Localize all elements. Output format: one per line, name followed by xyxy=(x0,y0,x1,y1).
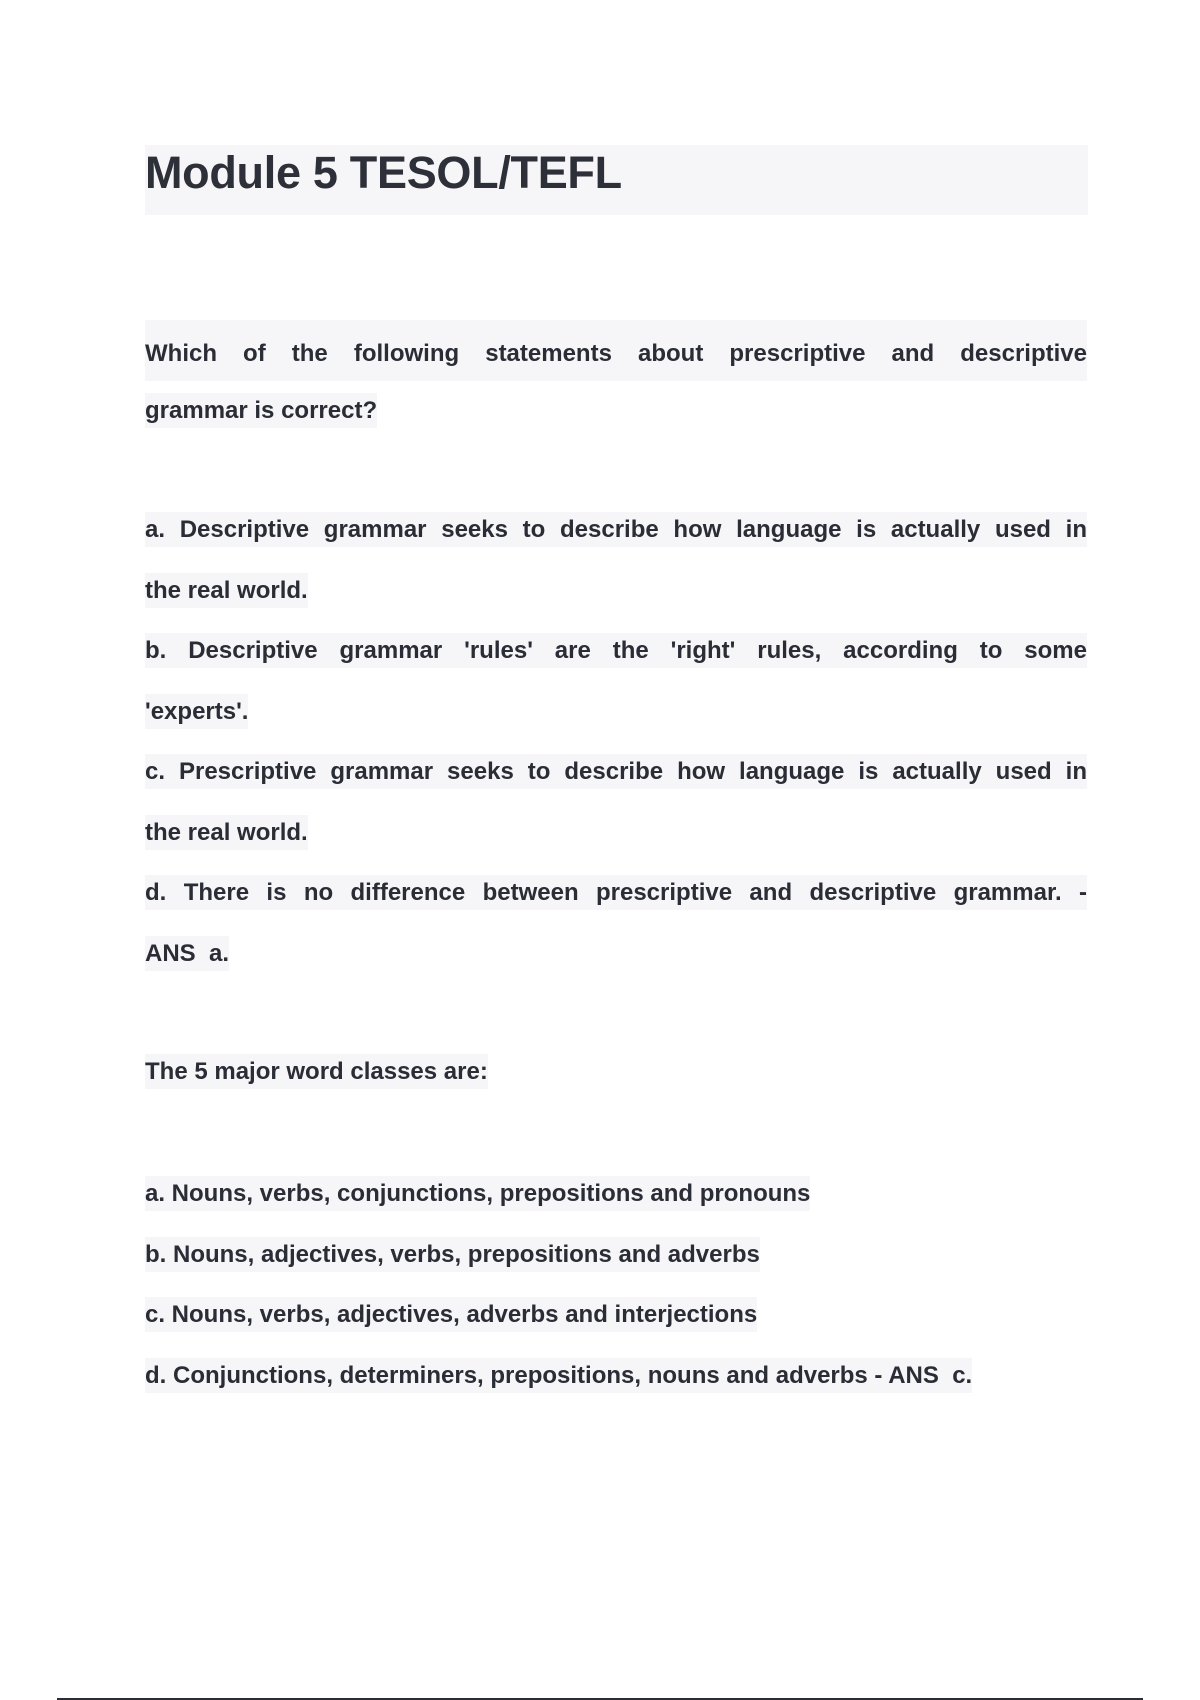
option-text: a. Descriptive grammar seeks to describe how language is actually used in xyxy=(145,512,1087,547)
question-2-prompt-text: The 5 major word classes are: xyxy=(145,1054,488,1089)
answer-text: d. Conjunctions, determiners, prepositions, nouns and adverbs - ANS c. xyxy=(145,1358,972,1393)
option-text: the real world. xyxy=(145,573,308,608)
answer-text: ANS a. xyxy=(145,936,229,971)
question-1-option-d-line-1 xyxy=(145,863,1087,924)
option-text: b. Descriptive grammar 'rules' are the 'right' rules, according to some xyxy=(145,633,1087,668)
question-2-prompt-line-1 xyxy=(145,1042,1087,1103)
question-1-option-c-line-1 xyxy=(145,742,1087,803)
option-text: d. There is no difference between prescriptive and descriptive grammar. - xyxy=(145,875,1087,910)
option-text: 'experts'. xyxy=(145,694,248,729)
option-text: c. Prescriptive grammar seeks to describe how language is actually used in xyxy=(145,754,1087,789)
question-2-option-c xyxy=(145,1285,1087,1346)
question-1-option-d-line-2 xyxy=(145,924,1087,985)
option-text: c. Nouns, verbs, adjectives, adverbs and interjections xyxy=(145,1297,757,1332)
question-2 xyxy=(145,1042,1087,1103)
option-text: a. Nouns, verbs, conjunctions, prepositions and pronouns xyxy=(145,1176,810,1211)
question-2-option-d xyxy=(145,1346,1087,1407)
option-text: b. Nouns, adjectives, verbs, prepositions and adverbs xyxy=(145,1237,760,1272)
question-1-prompt-text-1: Which of the following statements about prescriptive and descriptive xyxy=(145,320,1087,381)
question-1-prompt-text-2: grammar is correct? xyxy=(145,393,377,428)
question-2-option-b xyxy=(145,1225,1087,1286)
question-1-prompt-line-2 xyxy=(145,381,1087,442)
question-1-prompt-line-1 xyxy=(145,320,1087,381)
page-title: Module 5 TESOL/TEFL xyxy=(145,147,622,198)
question-1-option-b-line-1 xyxy=(145,621,1087,682)
question-1-option-b-line-2 xyxy=(145,682,1087,743)
question-1 xyxy=(145,320,1087,441)
question-1-options xyxy=(145,500,1087,984)
question-1-option-a-line-2 xyxy=(145,561,1087,622)
question-2-option-a xyxy=(145,1164,1087,1225)
question-2-options xyxy=(145,1164,1087,1406)
option-text: the real world. xyxy=(145,815,308,850)
question-1-option-a-line-1 xyxy=(145,500,1087,561)
question-1-option-c-line-2 xyxy=(145,803,1087,864)
